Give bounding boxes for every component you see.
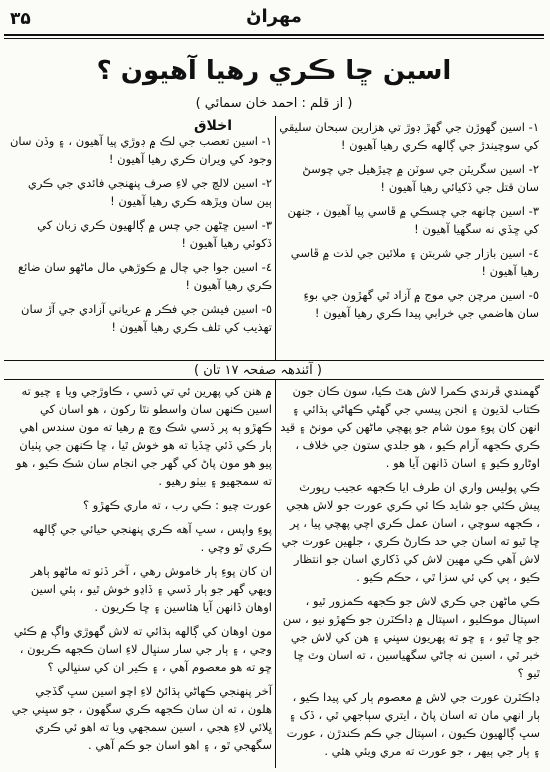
section-heading: اخلاق xyxy=(194,118,233,134)
page-header xyxy=(4,4,544,34)
paragraph: پوءِ واپس ، سڀ آهه ڪري پنهنجي حيائي جي ڳالهه ڪري ٿو وچي . xyxy=(32,522,272,554)
article-title: اسين ڇا ڪري رهيا آهيون ؟ xyxy=(96,56,452,86)
list-item: ٢- اسين سگريٽن جي سوٽن ۾ چيڙهيل جي چوسڻ سان قتل جي ڏکيائي رهيا آهيون ! xyxy=(302,162,539,194)
list-item: ١- اسين گهوڙن جي گهڙ ڊوڙ تي هزارين سبحان سليقي کي سوچيندڙ جي ڳالهه ڪري رهيا آهيون ! xyxy=(279,120,539,152)
magazine-page xyxy=(4,4,544,768)
column-divider xyxy=(275,116,276,361)
paragraph: گهمندي ڦرندي ڪمرا لاش هٿ ڪيا، سون ڪان جون ڪتاب لڌيون ۽ انجن پيسي جي گهڻي ڪهاڻي ٻڌائي ۽ انهن کان پوءِ مون شام جو پهچي ماڻهن کي مونڻ ۽ قيد ڪري ڪجهه آرام ڪيو ، هو جلدي ستون جي خلاف ، اوڻارو ڪيو ۽ اسان ڏانهن آيا هو . xyxy=(280,384,540,470)
list-item: ٤- اسين جوا جي چال ۾ ڪوڙهي مال ماڻهو سان ضائع ڪري رهيا آهيون ! xyxy=(17,260,272,292)
list-item: ١- اسين تعصب جي لڪ ۾ ڊوڙي پيا آهيون ، ۽ وڏن سان وجود کي ويران ڪري رهيا آهيون ! xyxy=(9,134,272,166)
list-item: ٥- اسين مرچن جي موج ۾ آزاد ٿي گهڙون جي بوءِ سان هاضمي جي خرابي پيدا ڪري رهيا آهيون ! xyxy=(303,288,539,320)
paragraph: ان کان پوءِ ٻار خاموش رهي ، آخر ڏٺو ته ماڻهو ٻاهر ويهي گهر جو ٻار ڏسي ۽ ڏاڍو خوش ٿيو ، ٻئي اسين اوهان ڏانهن آيا هئاسين ۽ ڇا ڪريون . xyxy=(30,564,272,614)
section-rule xyxy=(4,360,544,361)
paragraph: آخر پنهنجي ڪهاڻي ٻڌائڻ لاءِ اچو اسين سڀ گڏجي هلون ، ته ان سان ڪجهه ڪري سگهون ، جو سڀني جي ڀلائي لاءِ هجي ، اسين سمجهي ويا ته اهو ئي ڪري سگهجي ٿو ، ۽ اهو اسان جو ڪم آهي . xyxy=(11,684,272,752)
list-item: ٤- اسين بازار جي شربتن ۽ ملائين جي لذت ۾ ڦاسي رهيا آهيون ! xyxy=(290,246,539,278)
journal-name: مهراڻ xyxy=(246,6,302,27)
list-item: ٢- اسين لالچ جي لاءِ صرف پنهنجي فائدي جي ڪري ٻين سان ويڙهه ڪري رهيا آهيون ! xyxy=(27,176,272,208)
continued-label: ( آئندهہ صفحہ ١٧ تان ) xyxy=(194,363,322,378)
header-rule-thin xyxy=(4,38,544,39)
list-item: ٥- اسين فيشن جي فڪر ۾ عرياني آزادي جي آڙ سان تهذيب کي تلف ڪري رهيا آهيون ! xyxy=(21,302,272,334)
story-column-divider xyxy=(275,380,276,768)
paragraph: مون اوهان کي ڳالهه ٻڌائي ته لاش گهوڙي واڳ ۾ ڪئي وڃي ، ۽ ٻار جي سار سنڀال لاءِ اسان ڪجهه ڪريون ، ڇو ته هو معصوم آهي ، ۽ ڪير ان کي سنڀالي ؟ xyxy=(13,624,272,674)
story-right-column xyxy=(280,382,540,766)
left-column xyxy=(10,132,272,342)
paragraph: ڪي پوليس واري ان طرف ايا ڪجهه عجيب رپورٽ پيش ڪئي جو شايد ڪا ئي ڪري عورت جو لاش هجي ، ڪجهه سوچي ، اسان عمل ڪري اچي پهچي پيا ، پر ڇا ٿيو ته اسان جي حد ڪارڻ ڪري ، جلهين عورت جي لاش آهي ڪي مهين لاش کي ڏکاري اسان جو انتظار ڪيو ، ٻي کي ئي سزا ٿي ، حڪم ڪيو . xyxy=(281,480,540,584)
section-rule-2 xyxy=(4,379,544,380)
page-number: ٣۵ xyxy=(10,9,31,29)
right-column xyxy=(279,118,539,328)
story-left-column xyxy=(10,382,272,760)
article-byline: ( از قلم : احمد خان سمائي ) xyxy=(195,96,353,111)
paragraph: ۾ هنن کي پهرين ئي تي ڏسي ، ڪاوڙجي ويا ۽ چيو ته اسين ڪنهن سان واسطو نٿا رکون ، هو اسان کي ڪهڙو ٻه پر ڏسي شڪ وچ ۾ رهيا ته مون سندس اهي ٻار ڪي ڏئي ڇڏيا ته هو خوش ٿيا ، ڇا ڪنهن جي پٺيان پيو هو مون پاڻ کي گهر جي انجام سان شڪ ڪيو ، هو ته سمجهيو ۽ بيٺو رهيو . xyxy=(16,384,272,488)
paragraph: ڪي ماڻهن جي ڪري لاش جو ڪجهه ڪمزور ٿيو ، اسپتال موڪليو ، اسپتال ۾ ڊاڪٽرن جو ڪهڙو نيو ، سن جو ڇا ٿيو ، ۽ ڇو ته پهريون سڀني ۽ هن کي لاش جي خبر ٿي ، اسين نه ڄاڻي سگهياسين ، ته اسان وٽ ڇا ٿيو ؟ xyxy=(282,594,540,680)
list-item: ٣- اسين ڇڻهن جي چس ۾ ڳالهيون ڪري زبان کي ڏکوئي رهيا آهيون ! xyxy=(37,218,272,250)
list-item: ٣- اسين چانهه جي چسڪي ۾ ڦاسي پيا آهيون ، جنهن کي ڇڏي نه سگهيا آهيون ! xyxy=(287,204,539,236)
paragraph: عورت چيو : ڪي رب ، ته ماري ڪهڙو ؟ xyxy=(82,498,272,512)
paragraph: ڊاڪٽرن عورت جي لاش ۾ معصوم ٻار کي پيدا ڪيو ، ٻار انهي مان ته اسان پاڻ ، ايتري سٻاجهي ٿي ، ڏک ۽ سڀ ڳالهيون ڪيون ، اسپتال جي ڪم ڪندڙن ، عورت ۽ ٻار جي ٻيهر ، جو عورت ته مري ويئي هئي . xyxy=(286,690,540,758)
header-rule xyxy=(4,34,544,36)
